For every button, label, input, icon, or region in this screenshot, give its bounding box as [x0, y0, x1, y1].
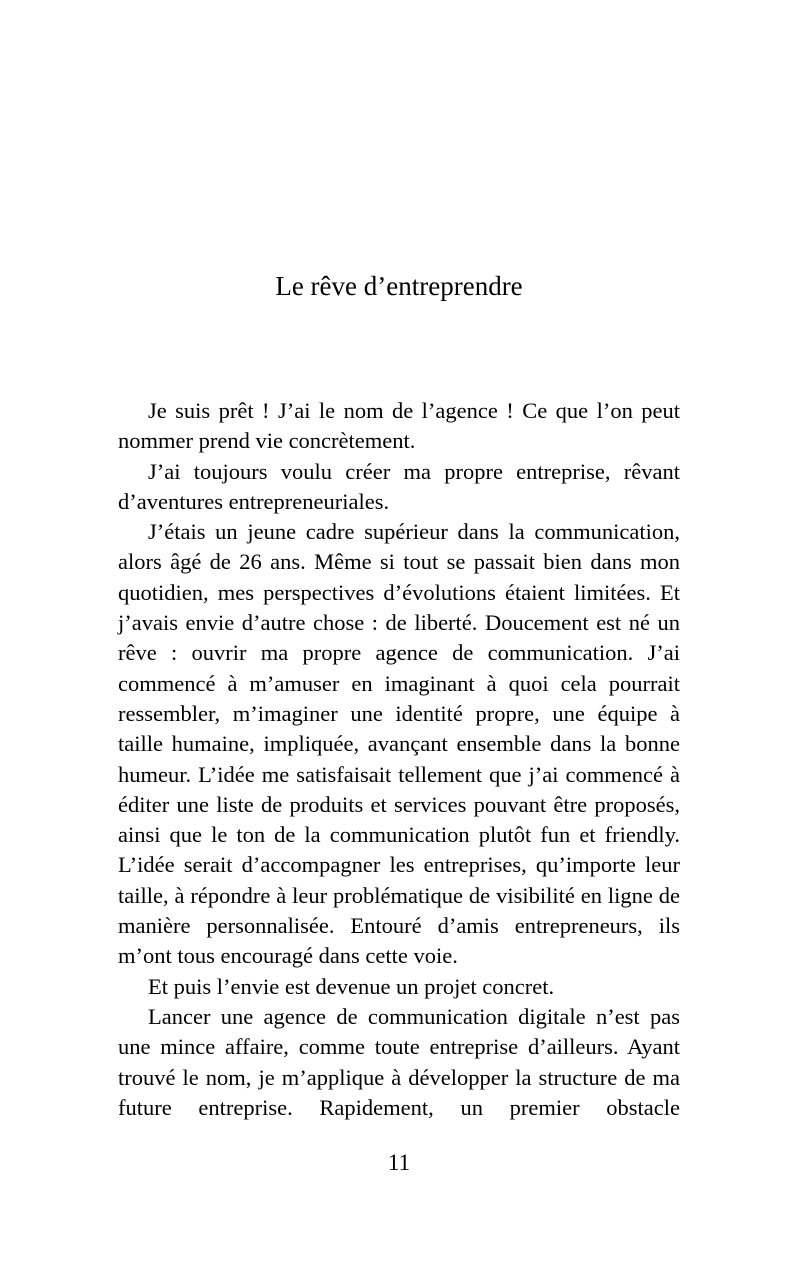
paragraph: Je suis prêt ! J’ai le nom de l’agence ! Ce que l’on peut nommer prend vie concrètement. — [118, 398, 680, 454]
paragraph: Lancer une agence de communication digitale n’est pas une mince affaire, comme toute entreprise d’ailleurs. Ayant trouvé le nom, je m’applique à développer la structure de ma future entreprise. Rapidement, un premier obstacle — [118, 1003, 680, 1120]
paragraph: J’étais un jeune cadre supérieur dans la communication, alors âgé de 26 ans. Même si tout se passait bien dans mon quotidien, mes perspectives d’évolutions étaient limitées. Et j’avais envie d’autre chose : de liberté. Doucement est né un rêve : ouvrir ma propre agence de communication. J’ai commencé à m’amuser en imaginant à quoi cela pourrait ressembler, m’imaginer une identité propre, une équipe à taille humaine, impliquée, avançant ensemble dans la bonne humeur. L’idée me satisfaisait tellement que j’ai commencé à éditer une liste de produits et services pouvant être proposés, ainsi que le ton de la communication plutôt fun et friendly. L’idée serait d’accompagner les entreprises, qu’importe leur taille, à répondre à leur problématique de visibilité en ligne de manière personnalisée. Entouré d’amis entrepreneurs, ils m’ont tous encouragé dans cette voie. — [118, 519, 680, 969]
paragraph: J’ai toujours voulu créer ma propre entreprise, rêvant d’aventures entrepreneuriales. — [118, 458, 680, 514]
body-text — [118, 396, 680, 1123]
page-number: 11 — [387, 1150, 411, 1175]
chapter-title: Le rêve d’entreprendre — [275, 271, 523, 301]
paragraph: Et puis l’envie est devenue un projet concret. — [148, 973, 555, 999]
